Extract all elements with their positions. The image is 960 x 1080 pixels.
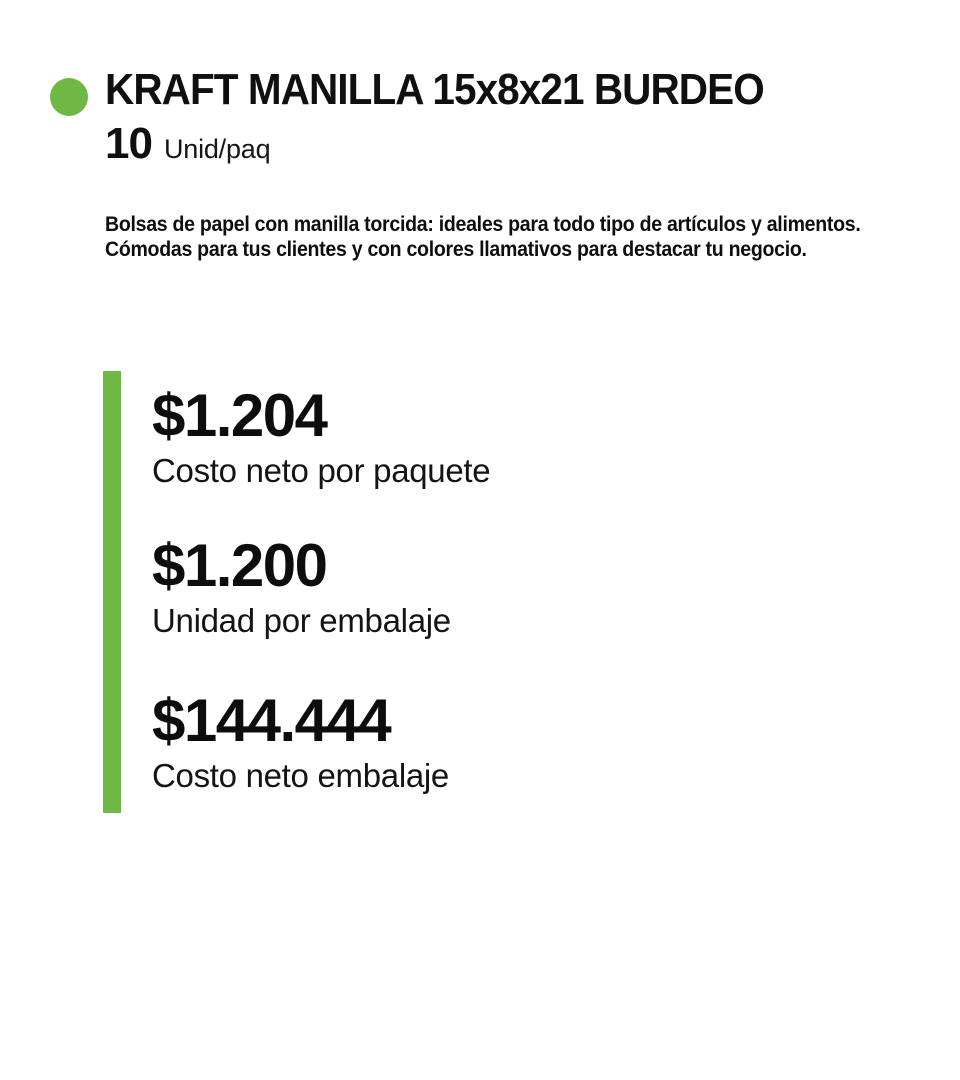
price-item-net-cost-per-pack xyxy=(152,382,491,491)
accent-bar xyxy=(103,371,121,813)
product-description xyxy=(105,212,917,262)
product-description-line: Cómodas para tus clientes y con colores llamativos para destacar tu negocio. xyxy=(105,238,807,261)
price-item-units-per-package xyxy=(152,532,451,641)
price-item-net-cost-package xyxy=(152,687,449,796)
price-value: $144.444 xyxy=(152,687,391,754)
price-label: Costo neto embalaje xyxy=(152,757,449,794)
quantity-row xyxy=(105,120,270,168)
quantity-value: 10 xyxy=(105,119,152,168)
product-bullet-icon xyxy=(50,78,88,116)
price-label: Costo neto por paquete xyxy=(152,452,491,489)
product-description-line: Bolsas de papel con manilla torcida: ideales para todo tipo de artículos y alimentos. xyxy=(105,213,861,236)
price-value: $1.200 xyxy=(152,532,327,599)
price-label: Unidad por embalaje xyxy=(152,602,451,639)
price-value: $1.204 xyxy=(152,382,327,449)
product-title: KRAFT MANILLA 15x8x21 BURDEO xyxy=(105,65,764,114)
quantity-unit: Unid/paq xyxy=(163,134,271,164)
